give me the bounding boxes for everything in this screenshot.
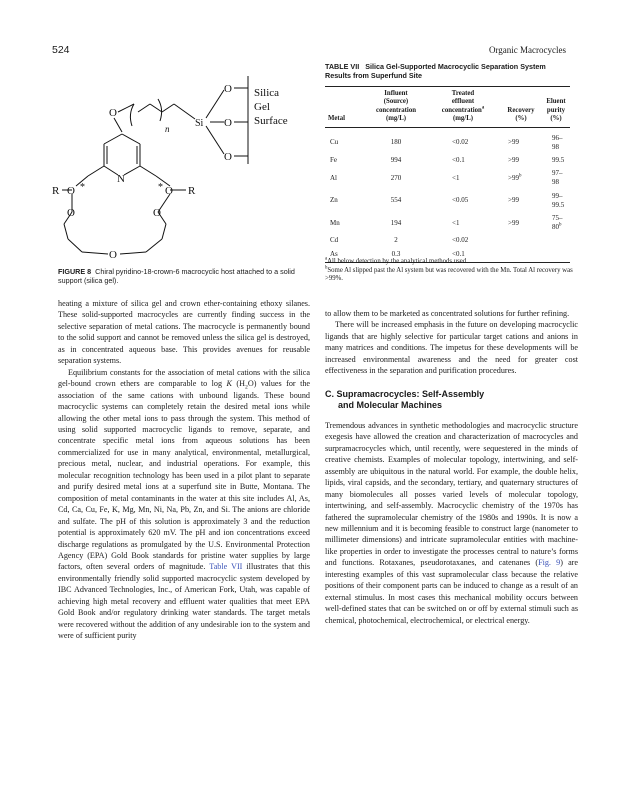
- left-body-column: [58, 298, 310, 642]
- section-heading: C. Supramacrocycles: Self-Assembly and Molecular Machines: [325, 388, 485, 411]
- right-chiral-star: *: [158, 182, 163, 193]
- silica-label-line1: Silica: [254, 87, 280, 99]
- header-influent: Influent (Source) concentration (mg/L): [366, 86, 426, 127]
- crown-ether-structure-figure: [52, 74, 308, 264]
- running-title: Organic Macrocycles: [488, 45, 566, 55]
- right-body-column: [325, 308, 578, 626]
- table-footnotes: [325, 258, 575, 284]
- silica-label-line3: Surface: [254, 115, 288, 127]
- left-ring-oxygen-label: O: [67, 185, 75, 197]
- left-r-group-label: R: [52, 185, 60, 197]
- table-row: Cu 180 <0.02 >99 96–98: [330, 133, 563, 151]
- results-table: [325, 86, 570, 263]
- table-footnote-b: $^b$Some Al slipped past the Al system but was recovered with the Mn. Total Al recovery was >99%.: [325, 265, 573, 283]
- right-r-group-label: R: [188, 185, 196, 197]
- header-recovery: Recovery (%): [500, 86, 542, 127]
- header-metal: Metal: [325, 86, 366, 127]
- table-footnote-a: $^a$All below detection by the analytical methods used.: [325, 256, 468, 265]
- figure-caption: [58, 267, 310, 286]
- right-paragraph-3: Tremendous advances in synthetic methodologies and macrocyclic structure exegesis have allowed the creation and characterization of macrocycles and surpramacrocycles which, until recently, were sequestered in the minds of creative chemists. Examples of molecular topology, intertwining, and self-assembly are ubiquitous in the natural world. For example, the double helix, lipids, viral capsids, and the secondary, tertiary, and quaternary structures of many biomolecules all posses varied levels of molecular topology, intertwining, and self-assembly. Macrocyclic chemistry of the 1970s has fathered the supramolecular chemistry of the 1980s and 1990s. It is now a new millennium and it is becoming feasible to construct large (nanometer to millimeter dimensions) and intricate supramolecular entities with machine-like properties in order to investigate the processes central to nature’s forms and functions. Rotaxanes, pseudorotaxanes, and catenanes (Fig. 9) are interesting examples of this vast supramolecular class because the relative positions of their component parts can be induced to change as a result of an external stimulus. In most cases this mechanical mobility occurs between well-defined states that can be switched on or off by external stimuli such as chemical, photochemical, electrochemical, or electrical energy.: [325, 420, 578, 625]
- right-paragraph-2: There will be increased emphasis in the future on developing macrocyclic ligands that are highly selective for particular target cations and anions in many matrices and conditions. The impetus for these developments will be increased environmental awareness and the need for greater cost effectiveness in the separation and purification procedures.: [325, 320, 578, 376]
- table-row: As 0.3 <0.1: [325, 248, 570, 263]
- right-ring-oxygen-label: O: [165, 185, 173, 197]
- table-title-label: TABLE VII: [325, 62, 360, 71]
- table-title: [325, 62, 570, 81]
- ether-oxygen-label: O: [109, 107, 117, 119]
- left-paragraph-2: Equilibrium constants for the association of metal cations with the silica gel-bound crown ethers are comparable to log K $(H_2O)$ values for the association of the same cations with unbound ligands. These bound macrocyclic systems can completely retain the desired metal ions while allowing the other metal ions to pass through the system. This method of using solid supported macrocyclic ligands to remove, separate, and concentrate specific metal ions from aqueous solutions has been commercialized for use in many analytical, environmental, metallurgical, precious metal, nuclear, and industrial operations. For example, this molecular recognition technology has been used in a pilot plant to separate and purify desired metal ions at a superfund site in Butte, Montana. The composition of metal contaminants in the water at this site includes Al, As, Cd, Ca, Cu, Fe, K, Mg, Mn, Ni, Na, Pb, Zn, and Si. The anions are chloride and sulfate. The pH of this solution is approximately 3 and the reduction potential is approximately 620 mV. The pH and ion concentrations exceed discharge regulations as promulgated by the U.S. Environmental Protection Agency (EPA) Gold Book standards for pristine water supplies by large factors, often several orders of magnitude. Table VII illustrates that this environmentally friendly solid supported macrocyclic system developed by IBC Advanced Technologies, Inc., of American Fork, Utah, was capable of achieving high metal recovery and effluent water qualities that meet EPA Gold Book and/or regulatory drinking water standards. The target metals were recovered without the addition of any undesirable ion to the system and were of sufficient purity: [58, 367, 311, 641]
- left-lower-oxygen-label: O: [67, 207, 75, 219]
- table-row: Mn 194 <1 >99 75–80$^b$: [330, 214, 563, 232]
- table-row: Zn 554 <0.05 >99 99–99.5: [330, 191, 565, 209]
- table-title-text: Silica Gel-Supported Macrocyclic Separation System Results from Superfund Site: [325, 62, 546, 81]
- pyridine-nitrogen-label: N: [117, 173, 125, 185]
- figure-caption-text: Chiral pyridino-18-crown-6 macrocyclic host attached to a solid support (silica gel).: [58, 267, 295, 286]
- left-chiral-star: *: [80, 182, 85, 193]
- n-subscript-label: n: [165, 124, 170, 134]
- si-label: Si: [195, 118, 204, 129]
- oxygen-label-3: O: [224, 151, 232, 163]
- silica-label-line2: Gel: [254, 101, 270, 113]
- right-paragraph-1: to allow them to be marketed as concentrated solutions for further refining.: [325, 309, 570, 318]
- oxygen-label-1: O: [224, 83, 232, 95]
- table-row: Fe 994 <0.1 >99 99.5: [330, 156, 565, 165]
- table-vii-link[interactable]: Table VII: [209, 562, 243, 572]
- left-paragraph-1: heating a mixture of silica gel and crown ether-containing ethoxy silanes. These solid-supported macrocycles are currently finding success in the selective separation of metal cations. The macrocycle is permanently bound to the solid support and cannot be removed unless the silica gel is destroyed, as in concentrated aqueous base. This provides avenues for reusable separation systems.: [58, 299, 310, 366]
- table-row: Al 270 <1 $>99^b$ 97–98: [330, 169, 563, 187]
- header-eluent: Eluent purity (%): [542, 86, 570, 127]
- right-lower-oxygen-label: O: [153, 207, 161, 219]
- fig-9-link[interactable]: Fig. 9: [538, 558, 561, 568]
- oxygen-label-2: O: [224, 117, 232, 129]
- table-header-row: [325, 86, 570, 127]
- page-number: 524: [52, 44, 70, 56]
- bottom-oxygen-label: O: [109, 249, 117, 261]
- figure-caption-label: FIGURE 8: [58, 267, 92, 276]
- table-row: Cd 2 <0.02: [330, 236, 469, 245]
- header-treated: Treated effluent concentration$^a$ (mg/L): [426, 86, 500, 127]
